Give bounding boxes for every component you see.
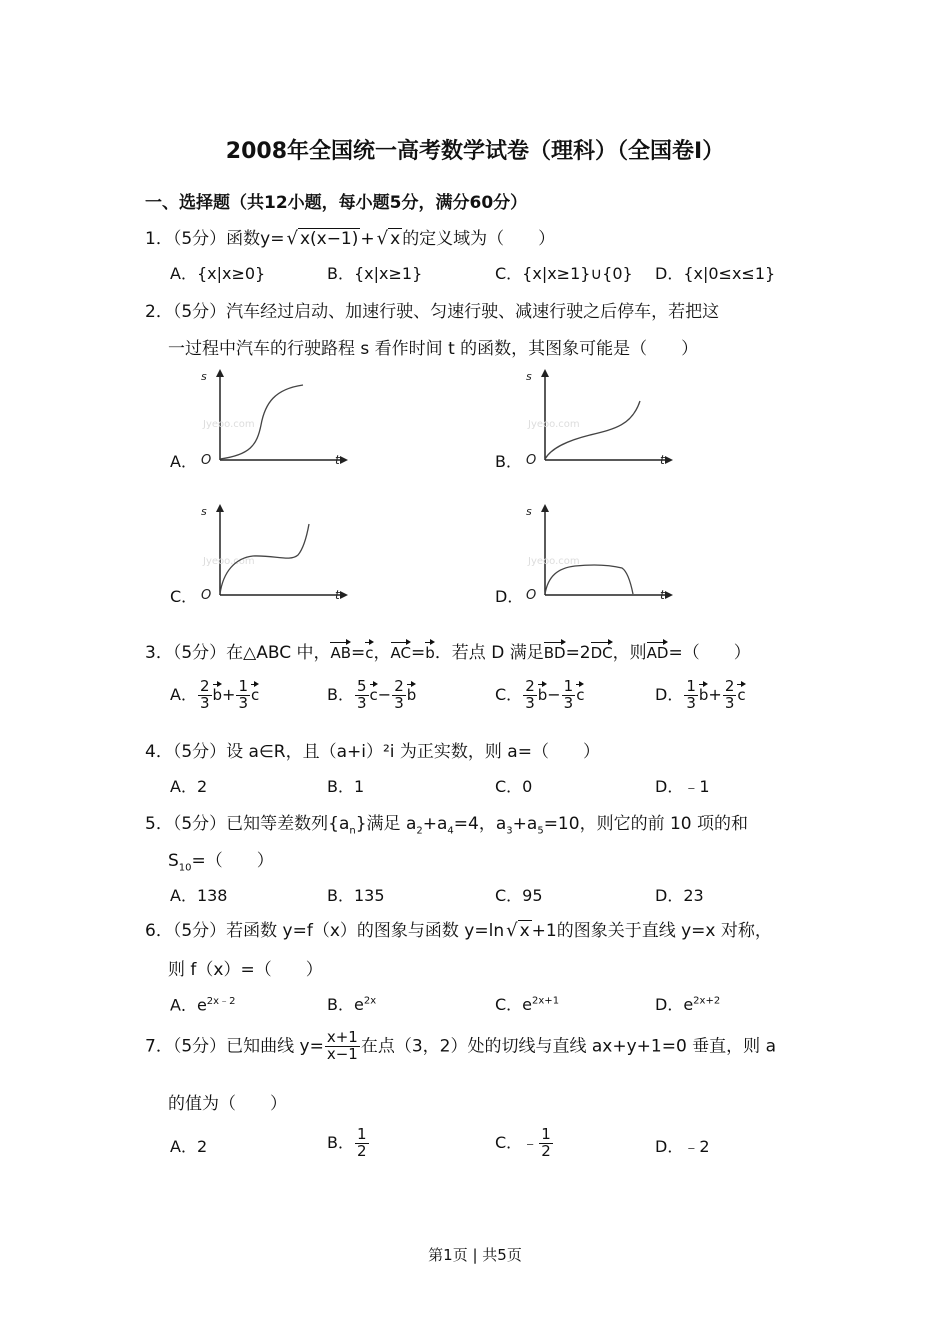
q3-a-vec2: c <box>251 682 259 703</box>
question-3 <box>145 638 751 663</box>
q2-graph-b-s: s <box>526 370 532 383</box>
q3-b-vec2: b <box>407 682 417 703</box>
q3-c-vec2: c <box>576 682 584 703</box>
q2-line-1: 2．（5分）汽车经过启动、加速行驶、匀速行驶、减速行驶之后停车，若把这 <box>145 302 720 322</box>
q7-fraction: $\frac{x+1}{x-1}$ <box>326 1028 358 1063</box>
q6-b-base: B．e <box>327 995 364 1014</box>
q3-b-label: B． <box>327 684 354 704</box>
q1-option-d[interactable]: D．{x|0≤x≤1} <box>655 264 776 283</box>
q2-graph-c-watermark: Jyeoo.com <box>203 556 255 567</box>
q2-line-2: 一过程中汽车的行驶路程 s 看作时间 t 的函数，其图象可能是（ ） <box>168 339 699 359</box>
q1-prefix: 1．（5分）函数 <box>145 229 261 249</box>
q6-option-c[interactable] <box>495 992 559 1015</box>
q5-text-p1: +a <box>422 814 448 834</box>
q2-graph-a-t: t <box>335 453 340 467</box>
q6-d-base: D．e <box>655 995 694 1014</box>
q3-vec-bd: BD <box>544 640 566 661</box>
q5-sub-4: 4 <box>447 825 454 837</box>
question-6: 6．（5分）若函数 y=f（x）的图象与函数 y=ln √ x +1的图象关于直线 y=x 对称， <box>145 920 772 941</box>
q7-c-label: C．﹣ <box>495 1132 539 1152</box>
q5-sub-5: 5 <box>537 825 544 837</box>
q2-graph-b[interactable] <box>520 365 680 470</box>
q2-graph-c-origin: O <box>201 588 212 603</box>
q5-text-p4: =10，则它的前 10 项的和 <box>543 814 749 834</box>
q3-eq3: =2 <box>565 643 591 663</box>
q5-text-p2: =4，a <box>453 814 507 834</box>
q7-b-frac: $\frac{1}{2}$ <box>356 1125 367 1160</box>
q2-graph-d-origin: O <box>526 588 537 603</box>
q3-prefix: 3．（5分）在△ABC 中， <box>145 643 331 663</box>
q3-option-d[interactable] <box>655 679 746 712</box>
q2-option-b-label[interactable]: B． <box>495 452 522 471</box>
q3-vec-dc: DC <box>591 640 613 661</box>
page-footer: 第1页 | 共5页 <box>428 1246 522 1264</box>
q3-vec-b: b <box>425 640 435 661</box>
q5-line2-rest: =（ ） <box>191 851 274 871</box>
q7-b-label: B． <box>327 1132 354 1152</box>
q3-d-op: + <box>708 684 722 704</box>
q5-option-a[interactable]: A．138 <box>170 886 228 905</box>
question-1: 1．（5分）函数y= √ x(x−1) + √ x 的定义域为（ ） <box>145 228 556 249</box>
q3-mid: ．若点 D 满足 <box>434 643 544 663</box>
q6-b-exp: 2x <box>363 995 377 1007</box>
q6-c-exp: 2x+1 <box>532 995 560 1007</box>
q4-option-c[interactable]: C．0 <box>495 777 533 796</box>
q6-radicand: x <box>519 921 530 941</box>
q3-b-vec1: c <box>370 682 378 703</box>
q3-c-frac2: $\frac{1}{3}$ <box>563 677 574 712</box>
q7-option-c[interactable] <box>495 1127 554 1160</box>
q5-text-p3: +a <box>512 814 538 834</box>
q5-sub-10: 10 <box>178 862 192 874</box>
question-4: 4．（5分）设 a∈R，且（a+i）²i 为正实数，则 a=（ ） <box>145 742 600 762</box>
q3-option-c[interactable] <box>495 679 584 712</box>
q7-option-d[interactable]: D．﹣2 <box>655 1137 710 1156</box>
q1-plus: + <box>360 229 375 249</box>
q3-c-frac1: $\frac{2}{3}$ <box>525 677 535 712</box>
q2-graph-a-watermark: Jyeoo.com <box>203 419 255 430</box>
q2-graph-d[interactable] <box>520 500 680 605</box>
q3-b-frac2: $\frac{2}{3}$ <box>394 677 404 712</box>
q2-option-c-label[interactable]: C． <box>170 587 198 606</box>
q3-a-label: A． <box>170 684 197 704</box>
q7-prefix: 7．（5分）已知曲线 y= <box>145 1036 324 1057</box>
q7-option-a[interactable]: A．2 <box>170 1137 208 1156</box>
q3-b-op: − <box>377 684 392 704</box>
q6-line-2: 则 f（x）=（ ） <box>168 960 323 980</box>
q3-d-vec2: c <box>737 682 745 703</box>
q3-a-frac1: $\frac{2}{3}$ <box>199 677 210 712</box>
q2-graph-b-t: t <box>660 453 665 467</box>
q4-option-a[interactable]: A．2 <box>170 777 208 796</box>
q4-option-b[interactable]: B．1 <box>327 777 365 796</box>
question-5 <box>145 809 748 836</box>
q7-suffix: 在点（3，2）处的切线与直线 ax+y+1=0 垂直，则 a <box>360 1036 777 1057</box>
q3-vec-ab: AB <box>330 640 351 661</box>
q2-graph-d-t: t <box>660 588 665 602</box>
page-title: 2008年全国统一高考数学试卷（理科）（全国卷Ⅰ） <box>225 139 725 164</box>
q2-graph-a-origin: O <box>201 453 212 468</box>
q5-s: S <box>168 851 179 871</box>
q2-graph-c-t: t <box>335 588 340 602</box>
q7-c-frac: $\frac{1}{2}$ <box>541 1125 551 1160</box>
q5-text-a: 5．（5分）已知等差数列{a <box>145 814 350 834</box>
q5-sub-3: 3 <box>506 825 513 837</box>
q3-b-frac1: $\frac{5}{3}$ <box>356 677 367 712</box>
q5-option-c[interactable]: C．95 <box>495 886 543 905</box>
q6-suffix: +1的图象关于直线 y=x 对称， <box>531 921 772 941</box>
q3-a-frac2: $\frac{1}{3}$ <box>238 677 248 712</box>
q3-vec-ad: AD <box>647 640 669 661</box>
q1-radicand-1: x(x−1) <box>299 229 359 249</box>
q2-graph-c[interactable] <box>195 500 355 605</box>
q6-a-base: A．e <box>170 995 207 1015</box>
q1-radicand-2: x <box>390 229 401 249</box>
q3-d-frac1: $\frac{1}{3}$ <box>686 677 696 712</box>
q1-option-b[interactable]: B．{x|x≥1} <box>327 264 423 283</box>
q3-option-b[interactable] <box>327 679 416 712</box>
q3-a-vec1: b <box>213 682 223 703</box>
q3-d-label: D． <box>655 684 684 704</box>
q3-vec-c: c <box>365 640 373 661</box>
q2-graph-c-s: s <box>201 505 207 518</box>
q5-option-d[interactable]: D．23 <box>655 886 704 905</box>
q6-option-a[interactable] <box>170 992 235 1015</box>
q6-prefix: 6．（5分）若函数 y=f（x）的图象与函数 y=ln <box>145 921 505 941</box>
q1-suffix: 的定义域为（ ） <box>402 229 556 249</box>
q1-y: y= <box>260 229 285 249</box>
q7-line-2: 的值为（ ） <box>168 1094 287 1114</box>
q2-option-d-label[interactable]: D． <box>495 587 524 606</box>
q6-a-exp: 2x﹣2 <box>206 996 236 1007</box>
q4-option-d[interactable]: D．﹣1 <box>655 777 710 796</box>
q5-sub-n: n <box>349 825 356 837</box>
q3-eq1: = <box>351 643 366 663</box>
q3-c-vec1: b <box>538 682 548 703</box>
q3-d-frac2: $\frac{2}{3}$ <box>724 677 735 712</box>
section-heading: 一、选择题（共12小题，每小题5分，满分60分） <box>145 193 528 213</box>
question-7 <box>145 1030 776 1063</box>
q3-suffix: =（ ） <box>668 643 751 663</box>
q2-graph-d-s: s <box>526 505 532 518</box>
q3-d-vec1: b <box>699 682 709 703</box>
q5-sub-2: 2 <box>416 825 423 837</box>
q2-option-a-label[interactable]: A． <box>170 452 197 471</box>
q3-eq2: = <box>411 643 426 663</box>
q2-graph-a[interactable] <box>195 365 355 470</box>
q6-d-exp: 2x+2 <box>693 995 721 1007</box>
q3-a-op: + <box>222 684 236 704</box>
q1-option-c[interactable]: C．{x|x≥1}∪{0} <box>495 264 633 283</box>
q3-then: ，则 <box>612 643 647 663</box>
q3-c-label: C． <box>495 684 523 704</box>
q5-option-b[interactable]: B．135 <box>327 886 385 905</box>
q2-graph-b-origin: O <box>526 453 537 468</box>
q6-option-d[interactable] <box>655 992 720 1015</box>
q7-option-b[interactable] <box>327 1127 370 1160</box>
q5-text-b: }满足 a <box>355 814 417 834</box>
q6-c-base: C．e <box>495 995 533 1014</box>
q1-option-a[interactable]: A．{x|x≥0} <box>170 264 266 283</box>
q3-option-a[interactable] <box>170 679 259 712</box>
q6-option-b[interactable] <box>327 992 376 1015</box>
q3-c-op: − <box>547 684 561 704</box>
q2-graph-d-watermark: Jyeoo.com <box>528 556 580 567</box>
q5-line-2 <box>168 846 274 873</box>
q3-comma: ， <box>373 643 391 663</box>
q2-graph-b-watermark: Jyeoo.com <box>528 419 580 430</box>
q2-graph-a-s: s <box>201 370 207 383</box>
q3-vec-ac: AC <box>391 640 411 661</box>
